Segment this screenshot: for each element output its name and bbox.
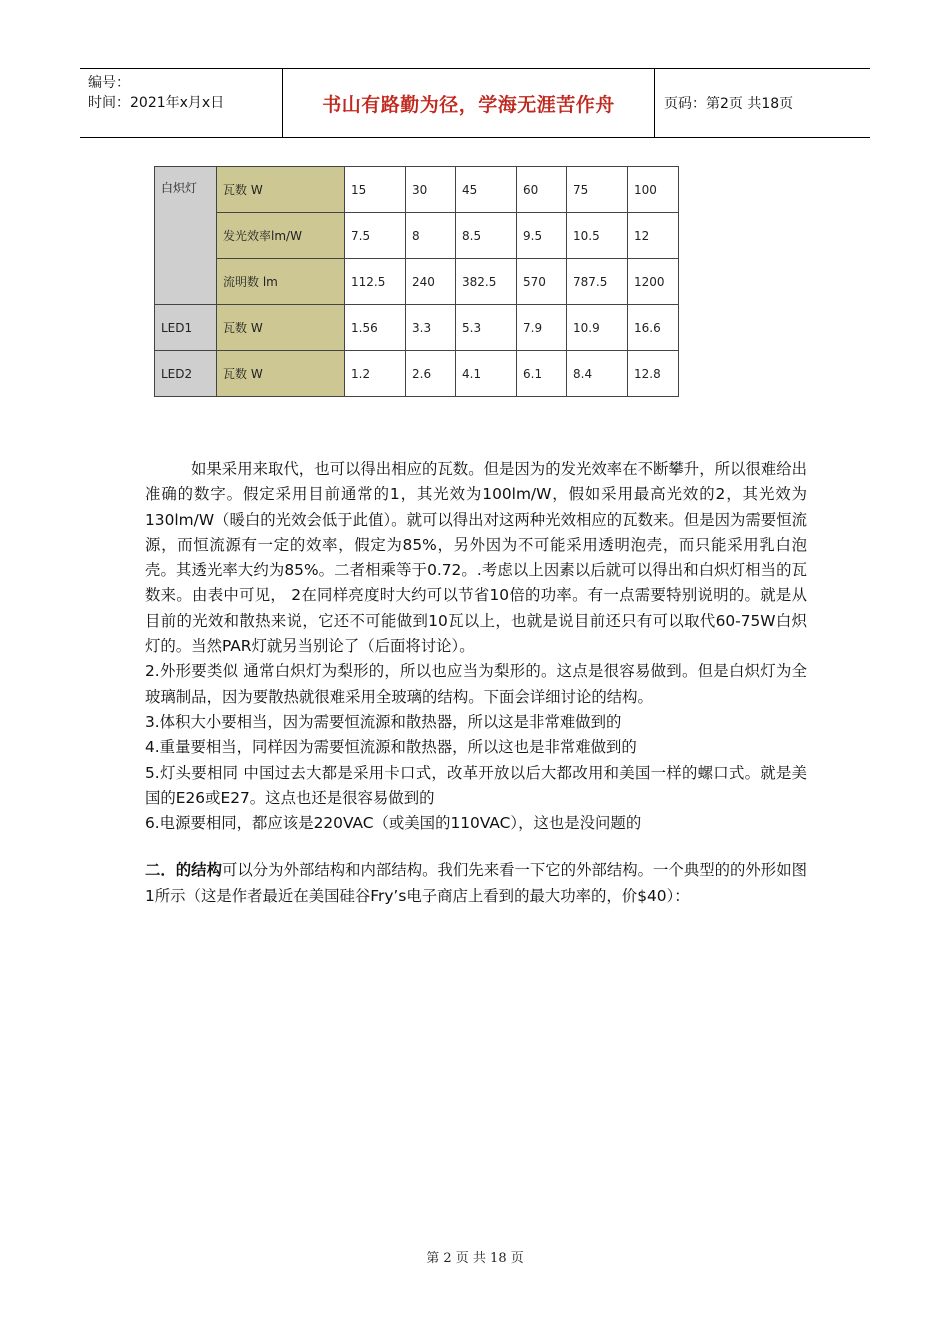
lamp-comparison-table (154, 166, 679, 397)
paragraph: 6.电源要相同，都应该是220VAC（或美国的110VAC），这也是没问题的 (145, 814, 642, 833)
section-text: 可以分为外部结构和内部结构。我们先来看一下它的外部结构。一个典型的的外形如图1所示（这是作者最近在美国硅谷Fry’s电子商店上看到的最大功率的，价$40）： (145, 861, 807, 905)
value-cell: 570 (517, 259, 567, 305)
param-cell: 瓦数 W (217, 305, 345, 351)
header-motto: 书山有路勤为径，学海无涯苦作舟 (322, 93, 615, 116)
page-header (80, 68, 870, 138)
param-cell: 瓦数 W (217, 351, 345, 397)
value-cell: 3.3 (406, 305, 456, 351)
table-row (155, 259, 679, 305)
lamp-cell: LED2 (155, 351, 217, 397)
value-cell: 1200 (628, 259, 679, 305)
value-cell: 1.2 (345, 351, 406, 397)
value-cell: 240 (406, 259, 456, 305)
value-cell: 12 (628, 213, 679, 259)
param-cell: 发光效率lm/W (217, 213, 345, 259)
value-cell: 10.5 (567, 213, 628, 259)
paragraph: 如果采用来取代，也可以得出相应的瓦数。但是因为的发光效率在不断攀升，所以很难给出准确的数字。假定采用目前通常的1，其光效为100lm/W，假如采用最高光效的2，其光效为130lm/W（暖白的光效会低于此值）。就可以得出对这两种光效相应的瓦数来。但是因为需要恒流源，而恒流源有一定的效率，假定为85%，另外因为不可能采用透明泡壳，而只能采用乳白泡壳。其透光率大约为85%。二者相乘等于0.72。.考虑以上因素以后就可以得出和白炽灯相当的瓦数来。由表中可见， 2在同样亮度时大约可以节省10倍的功率。有一点需要特别说明的。就是从目前的光效和散热来说，它还不可能做到10瓦以上，也就是说目前还只有可以取代60-75W白炽灯的。当然PAR灯就另当别论了（后面将讨论）。 (145, 460, 807, 656)
paragraph: 5.灯头要相同 中国过去大都是采用卡口式，改革开放以后大都改用和美国一样的螺口式。就是美国的E26或E27。这点也还是很容易做到的 (145, 763, 807, 807)
lamp-cell: LED1 (155, 305, 217, 351)
table-row (155, 305, 679, 351)
header-page-info: 页码：第2页 共18页 (664, 96, 794, 112)
paragraph: 3.体积大小要相当，因为需要恒流源和散热器，所以这是非常难做到的 (145, 712, 622, 731)
value-cell: 7.9 (517, 305, 567, 351)
number-label: 编号： (88, 75, 130, 91)
value-cell: 8 (406, 213, 456, 259)
value-cell: 787.5 (567, 259, 628, 305)
value-cell: 382.5 (456, 259, 517, 305)
page-footer: 第 2 页 共 18 页 (426, 1251, 524, 1266)
value-cell: 75 (567, 167, 628, 213)
value-cell: 12.8 (628, 351, 679, 397)
value-cell: 8.5 (456, 213, 517, 259)
param-cell: 瓦数 W (217, 167, 345, 213)
section-paragraph (145, 858, 807, 909)
lamp-cell: 白炽灯 (155, 167, 217, 305)
body-text (145, 457, 807, 909)
table-row (155, 167, 679, 213)
section-heading: 二．的结构 (145, 861, 222, 880)
value-cell: 7.5 (345, 213, 406, 259)
value-cell: 16.6 (628, 305, 679, 351)
paragraph: 4.重量要相当，同样因为需要恒流源和散热器，所以这也是非常难做到的 (145, 738, 637, 757)
value-cell: 10.9 (567, 305, 628, 351)
time-label: 时间：2021年x月x日 (88, 95, 225, 111)
table-row (155, 351, 679, 397)
table-row (155, 213, 679, 259)
value-cell: 9.5 (517, 213, 567, 259)
header-meta (88, 73, 280, 113)
param-cell: 流明数 lm (217, 259, 345, 305)
value-cell: 1.56 (345, 305, 406, 351)
value-cell: 45 (456, 167, 517, 213)
value-cell: 100 (628, 167, 679, 213)
header-divider (654, 69, 655, 137)
value-cell: 4.1 (456, 351, 517, 397)
value-cell: 112.5 (345, 259, 406, 305)
paragraph-gap (145, 836, 807, 858)
value-cell: 15 (345, 167, 406, 213)
value-cell: 30 (406, 167, 456, 213)
value-cell: 6.1 (517, 351, 567, 397)
paragraph: 2.外形要类似 通常白炽灯为梨形的，所以也应当为梨形的。这点是很容易做到。但是白炽灯为全玻璃制品，因为要散热就很难采用全玻璃的结构。下面会详细讨论的结构。 (145, 662, 807, 706)
value-cell: 60 (517, 167, 567, 213)
value-cell: 2.6 (406, 351, 456, 397)
value-cell: 5.3 (456, 305, 517, 351)
value-cell: 8.4 (567, 351, 628, 397)
